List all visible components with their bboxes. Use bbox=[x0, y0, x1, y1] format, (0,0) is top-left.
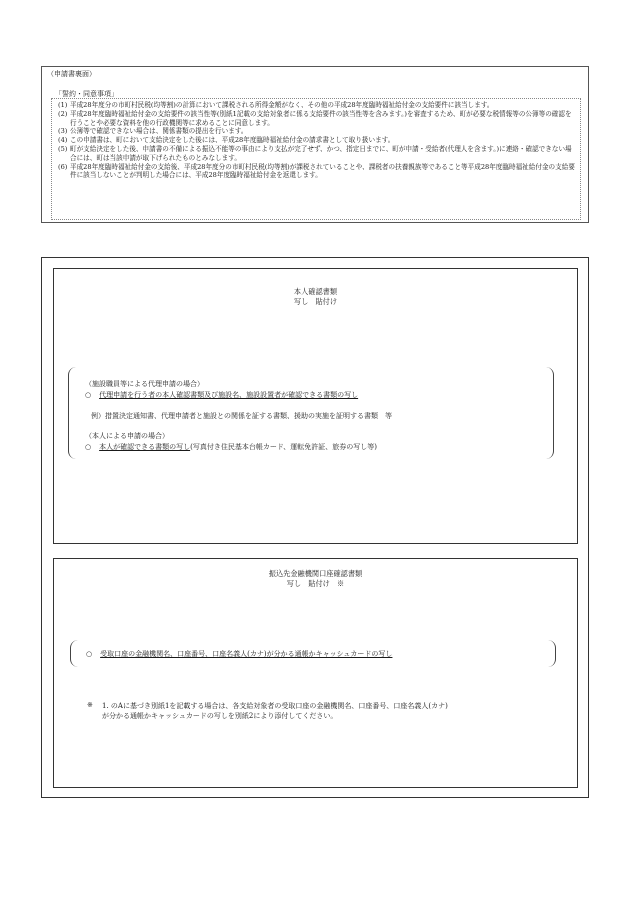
oath-item-5 bbox=[58, 145, 577, 163]
proxy-item bbox=[85, 390, 358, 400]
id-docs-box bbox=[53, 268, 578, 544]
left-bracket bbox=[68, 367, 77, 459]
bank-item bbox=[86, 649, 392, 659]
id-docs-subtitle: 写し 貼付け bbox=[293, 297, 338, 306]
oath-item-number: (4) bbox=[58, 136, 68, 145]
application-back-header: （申請書裏面） bbox=[47, 70, 96, 78]
circle-mark: ○ bbox=[85, 443, 92, 451]
self-heading: （本人による申請の場合） bbox=[85, 432, 169, 440]
oath-title: 「誓約・同意事項」 bbox=[55, 90, 118, 98]
oath-item-number: (5) bbox=[58, 144, 68, 153]
id-docs-title: 本人確認書類 bbox=[293, 287, 338, 296]
oath-item-1 bbox=[58, 101, 577, 110]
bank-item-text: 受取口座の金融機関名、口座番号、口座名義人(カナ)が分かる通帳かキャッシュカードの写し bbox=[100, 650, 393, 658]
right-bracket bbox=[545, 367, 554, 459]
oath-item-text: この申請書は、町において支給決定をした後には、平成28年度臨時福祉給付金の請求書として取り扱います。 bbox=[70, 136, 395, 145]
oath-list bbox=[51, 98, 581, 220]
bank-docs-bracket bbox=[70, 640, 556, 667]
oath-item-6 bbox=[58, 163, 577, 181]
note-mark: ※ bbox=[87, 701, 93, 709]
right-bracket bbox=[547, 640, 556, 667]
circle-mark: ○ bbox=[86, 650, 93, 658]
oath-item-text: 町が支給決定をした後、申請書の不備による振込不能等の事由により支払が完了せず、かつ、指定日までに、町が申請・受給者(代理人を含ます。)に連絡・確認できない場合には、町は当該申請が取下げられたものとみなします。 bbox=[70, 144, 572, 162]
oath-item-number: (6) bbox=[58, 162, 68, 171]
oath-section bbox=[41, 66, 589, 223]
left-bracket bbox=[70, 640, 79, 667]
oath-item-text: 公簿等で確認できない場合は、関係書類の提出を行います。 bbox=[70, 127, 248, 136]
oath-item-number: (1) bbox=[58, 101, 68, 109]
self-item bbox=[85, 442, 377, 452]
circle-mark: ○ bbox=[85, 391, 92, 399]
proxy-heading: （施設職員等による代理申請の場合） bbox=[85, 380, 204, 388]
attachment-area bbox=[41, 257, 589, 798]
bank-docs-subtitle: 写し 貼付け ※ bbox=[286, 579, 345, 588]
self-item-underlined: 本人が確認できる書類の写し bbox=[99, 443, 191, 451]
oath-item-4 bbox=[58, 136, 577, 145]
oath-item-number: (2) bbox=[58, 109, 68, 118]
oath-item-3 bbox=[58, 127, 577, 136]
bank-docs-title: 振込先金融機関口座確認書類 bbox=[268, 569, 363, 578]
oath-item-text: 平成28年度分の市町村民税(均等割)の計算において課税される所得金額がなく、その他の平成28年度臨時福祉給付金の支給要件に該当します。 bbox=[70, 101, 494, 109]
self-item-rest: (写真付き住民基本台帳カード、運転免許証、旅券の写し等) bbox=[190, 443, 377, 451]
bank-docs-box bbox=[53, 558, 578, 788]
note-line-2: が分かる通帳かキャッシュカードの写しを別紙2により添付してください。 bbox=[102, 712, 338, 720]
note-line-1: 1. のAに基づき別紙1を記載する場合は、各支給対象者の受取口座の金融機関名、口座番号、口座名義人(カナ) bbox=[102, 702, 448, 710]
oath-item-text: 平成28年度臨時福祉給付金の支給後、平成28年度分の市町村民税(均等割)が課税されていることや、課税者の扶養親族等であること等平成28年度臨時福祉給付金の支給要件に該当しないことが判明した場合には、平成28年度臨時福祉給付金を返還します。 bbox=[70, 162, 575, 180]
oath-item-number: (3) bbox=[58, 127, 68, 136]
proxy-example: 例）措置決定通知書、代理申請者と施設との関係を証する書類、援助の実施を証明する書類 等 bbox=[91, 412, 392, 420]
oath-item-text: 平成28年度臨時福祉給付金の支給要件の該当性等(別紙1記載の支給対象者に係る支給要件の該当性等を含みます。)を審査するため、町が必要な税情報等の公簿等の確認を行うことや必要な資料を他の行政機関等に求めることに同意します。 bbox=[70, 109, 572, 127]
proxy-item-text: 代理申請を行う者の本人確認書類及び施設名、施設設置者が確認できる書類の写し bbox=[99, 391, 359, 399]
oath-item-2 bbox=[58, 110, 577, 128]
id-docs-bracket bbox=[68, 367, 554, 459]
